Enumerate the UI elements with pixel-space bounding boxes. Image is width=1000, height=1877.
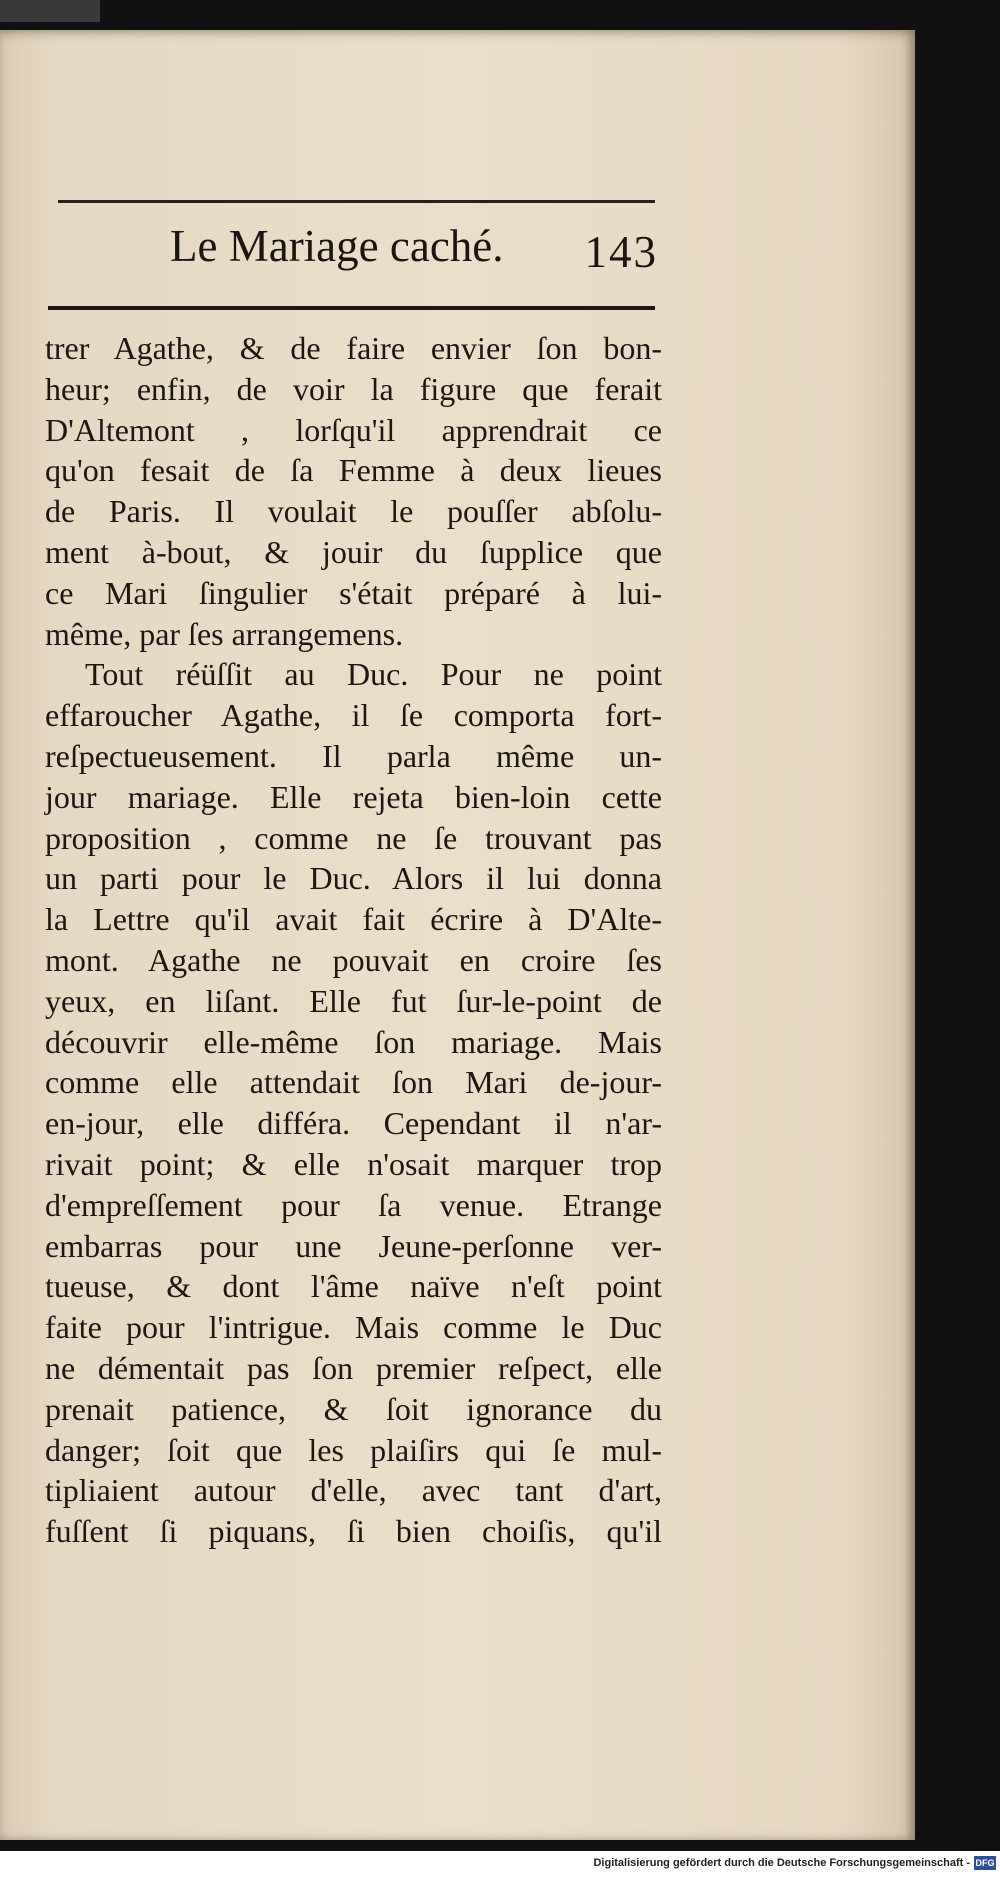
text-line: prenait patience, & ſoit ignorance du <box>45 1390 662 1427</box>
text-line: mont. Agathe ne pouvait en croire ſes <box>45 941 662 978</box>
text-line: danger; ſoit que les plaiſirs qui ſe mul- <box>45 1431 662 1468</box>
text-line: la Lettre qu'il avait fait écrire à D'Alte- <box>45 901 662 938</box>
text-line: même, par ſes arrangemens. <box>45 615 404 652</box>
text-line: yeux, en liſant. Elle fut ſur-le-point de <box>45 982 662 1019</box>
top-ornament-rule <box>58 200 655 203</box>
body-text <box>45 328 662 1552</box>
text-line: ce Mari ſingulier s'était préparé à lui- <box>45 574 662 611</box>
text-line: en-jour, elle différa. Cependant il n'ar- <box>45 1105 662 1142</box>
header-rule <box>48 306 655 310</box>
text-line: effaroucher Agathe, il ſe comporta fort- <box>45 697 662 734</box>
text-line: fuſſent ſi piquans, ſi bien choiſis, qu'il <box>45 1513 662 1550</box>
text-line: ment à-bout, & jouir du ſupplice que <box>45 533 662 570</box>
text-line: trer Agathe, & de faire envier ſon bon- <box>45 330 662 366</box>
text-line: faite pour l'intrigue. Mais comme le Duc <box>45 1309 662 1346</box>
page-number: 143 <box>584 227 658 277</box>
text-line: un parti pour le Duc. Alors il lui donna <box>45 860 662 897</box>
book-page <box>0 30 915 1840</box>
text-line: D'Altemont , lorſqu'il apprendrait ce <box>45 411 662 448</box>
text-line: heur; enfin, de voir la figure que ferait <box>45 370 662 407</box>
scan-edge <box>0 0 100 22</box>
text-line: d'empreſſement pour ſa venue. Etrange <box>45 1186 662 1223</box>
running-title: Le Mariage caché. <box>170 221 504 271</box>
running-head <box>58 221 658 294</box>
text-line: rivait point; & elle n'osait marquer trop <box>45 1145 662 1182</box>
text-line: proposition , comme ne ſe trouvant pas <box>45 819 662 856</box>
funding-credit: Digitalisierung gefördert durch die Deutsche Forschungsgemeinschaft - <box>593 1857 970 1869</box>
text-line: tipliaient autour d'elle, avec tant d'art, <box>45 1472 662 1509</box>
text-line: tueuse, & dont l'âme naïve n'eſt point <box>45 1268 662 1305</box>
dfg-logo: DFG <box>975 1858 995 1868</box>
text-line: jour mariage. Elle rejeta bien-loin cette <box>45 778 662 815</box>
digitization-footer <box>0 1851 1000 1877</box>
text-line: découvrir elle-même ſon mariage. Mais <box>45 1023 662 1060</box>
text-line: Tout réüſſit au Duc. Pour ne point <box>85 656 662 693</box>
text-line: qu'on fesait de ſa Femme à deux lieues <box>45 452 662 489</box>
text-line: reſpectueusement. Il parla même un- <box>45 737 662 774</box>
text-line: comme elle attendait ſon Mari de-jour- <box>45 1064 662 1101</box>
text-line: de Paris. Il voulait le pouſſer abſolu- <box>45 493 662 530</box>
text-line: ne démentait pas ſon premier reſpect, elle <box>45 1349 662 1386</box>
text-line: embarras pour une Jeune-perſonne ver- <box>45 1227 662 1264</box>
